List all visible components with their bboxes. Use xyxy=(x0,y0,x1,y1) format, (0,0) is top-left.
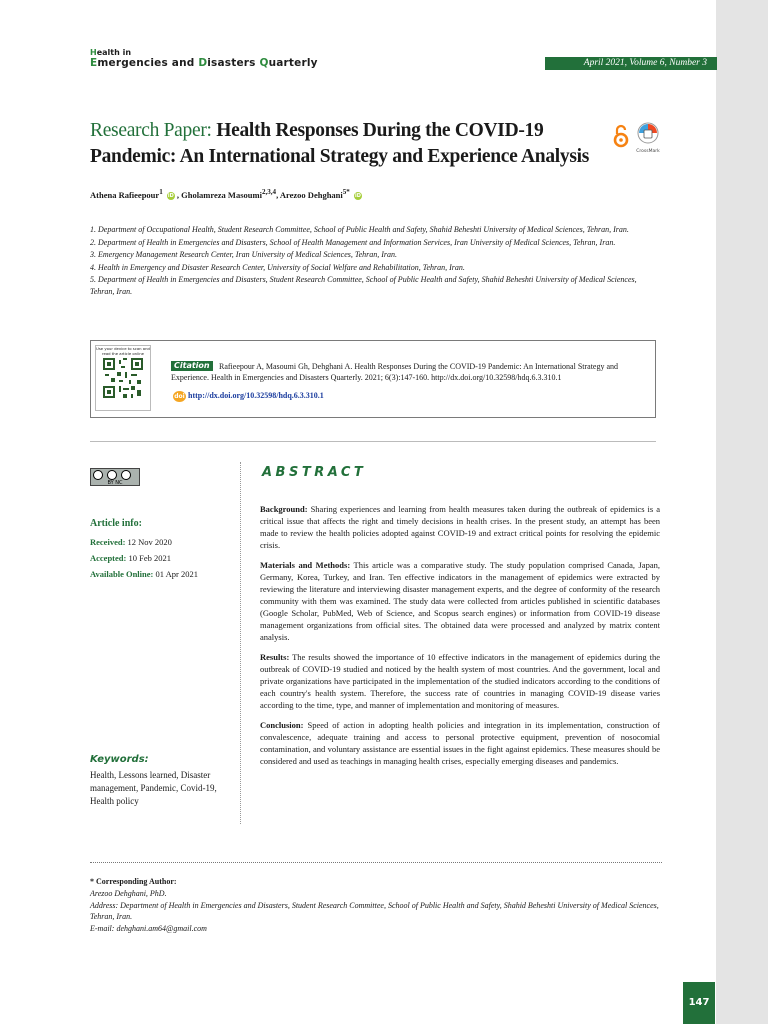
author-2: Gholamreza Masoumi xyxy=(181,189,262,200)
corresponding-email[interactable]: E-mail: dehghani.am64@gmail.com xyxy=(90,924,207,934)
online-label: Available Online: xyxy=(90,569,154,579)
received-date: 12 Nov 2020 xyxy=(127,537,172,547)
accepted-date: 10 Feb 2021 xyxy=(128,553,171,563)
results-text: The results showed the importance of 10 effective indicators in the management of epidemics during the outbreak of COVID-19 studied and noticed by the health system of most countries. And the government, local and private organizations have participated in the implementation of the studied indicators according to the conditions of each country's health system. Therefore, the success rate of countries in managing COVID-19 disease varies according to the time, type, and manner of implementation and monitoring of measures. xyxy=(260,652,660,710)
orcid-icon[interactable]: iD xyxy=(355,192,361,199)
author-1-sup: 1 xyxy=(159,188,163,196)
corresponding-name: Arezoo Dehghani, PhD. xyxy=(90,888,167,898)
author-3: Arezoo Dehghani xyxy=(279,189,343,200)
journal-word-quarterly: uarterly xyxy=(268,57,318,69)
received-row xyxy=(90,534,198,550)
abstract-heading: ABSTRACT xyxy=(262,465,367,480)
qr-code-icon xyxy=(103,358,143,398)
results-label: Results: xyxy=(260,652,290,662)
author-3-sup: 5* xyxy=(342,188,350,196)
cc-license-badge[interactable] xyxy=(90,468,140,486)
journal-initial-e: E xyxy=(90,57,98,69)
abstract-results xyxy=(260,651,660,711)
author-1: Athena Rafieepour xyxy=(90,189,160,200)
footnote-divider xyxy=(90,862,662,863)
issue-banner: April 2021, Volume 6, Number 3 xyxy=(545,57,717,70)
crossmark-icon xyxy=(637,122,659,144)
citation-text: Rafieepour A, Masoumi Gh, Dehghani A. Health Responses During the COVID-19 Pandemic: An International Strategy and Experience. Health in Emergencies and Disasters Quarterly. 2021; 6(3):147-160. http://dx.doi.org/10.32598/hdq.6.3.310.1 xyxy=(171,362,619,382)
citation-label: Citation xyxy=(171,361,213,371)
affiliations xyxy=(90,224,656,298)
affiliation-2: 2. Department of Health in Emergencies and Disasters, School of Health Management and Information Services, Iran University of Medical Sciences, Tehran, Iran. xyxy=(90,237,616,247)
methods-text: This article was a comparative study. The study population comprised Canada, Japan, Germany, Korea, Turkey, and Iran. Ten effective indicators in the management of epidemics were extracted by reviewing the literature and interviewing disaster management experts, and the degree of conformity of the research community with them was examined. The study data were collected from articles published in scientific databases (Google Scholar, PubMed, Web of Science, and Scopus search engines) or information from COVID-19 disease management organizations from official sites. The obtained data were processed and analyzed by matrix content analysis. xyxy=(260,560,660,642)
orcid-icon[interactable]: iD xyxy=(167,192,174,199)
journal-logo xyxy=(90,48,318,69)
journal-initial-q: Q xyxy=(259,57,269,69)
corresponding-heading: * Corresponding Author: xyxy=(90,877,177,886)
citation-box xyxy=(90,340,656,418)
abstract-body xyxy=(260,503,660,775)
doi-icon: doi xyxy=(174,393,185,400)
received-label: Received: xyxy=(90,537,126,547)
open-access-icon xyxy=(612,124,630,148)
keywords xyxy=(90,754,230,808)
affiliation-5: 5. Department of Health in Emergencies and Disasters, Student Research Committee, School of Public Health and Safety, Shahid Beheshti University of Medical Sciences, Tehran, Iran. xyxy=(90,275,637,296)
online-date: 01 Apr 2021 xyxy=(155,569,198,579)
qr-code[interactable] xyxy=(95,345,151,411)
corresponding-address: Address: Department of Health in Emergencies and Disasters, Student Research Committee, School of Public Health and Safety, Shahid Beheshti University of Medical Sciences, Tehran, Iran. xyxy=(90,900,659,922)
author-2-sup: 2,3,4 xyxy=(261,188,277,196)
abstract-conclusion xyxy=(260,719,660,767)
conclusion-label: Conclusion: xyxy=(260,720,304,730)
abstract-background xyxy=(260,503,660,551)
background-label: Background: xyxy=(260,504,308,514)
journal-line1: ealth in xyxy=(96,48,132,57)
affiliation-4: 4. Health in Emergency and Disaster Research Center, University of Social Welfare and Rehabilitation, Tehran, Iran. xyxy=(90,262,465,272)
journal-word-disasters: isasters xyxy=(207,57,260,69)
keywords-heading: Keywords: xyxy=(90,754,149,765)
column-divider xyxy=(240,462,241,824)
article-info xyxy=(90,516,198,582)
cc-icon xyxy=(91,469,139,480)
online-row xyxy=(90,566,198,582)
paper-title-text: Health Responses During the COVID-19 Pandemic: An International Strategy and Experience Analysis xyxy=(90,120,590,167)
background-text: Sharing experiences and learning from health measures taken during the outbreak of epidemics is a critical issue that affects the right and timely decisions in health crises. In the present study, an attempt has been made to review the health policies adopted against COVID-19 and extract critical points for resolving the epidemic crisis. xyxy=(260,504,660,550)
affiliation-3: 3. Emergency Management Research Center, Iran University of Medical Sciences, Tehran, Iran. xyxy=(90,250,398,259)
keywords-text: Health, Lessons learned, Disaster management, Pandemic, Covid-19, Health policy xyxy=(90,770,217,806)
doi-row[interactable] xyxy=(173,391,324,402)
abstract-methods xyxy=(260,559,660,643)
accepted-label: Accepted: xyxy=(90,553,127,563)
paper-title xyxy=(90,118,630,170)
crossmark-label: CrossMark xyxy=(636,149,660,154)
accepted-row xyxy=(90,550,198,566)
corresponding-author xyxy=(90,876,660,935)
conclusion-text: Speed of action in adopting health policies and integration in its implementation, construction of convalescence, adequate training and access to personal protective equipment, prevention of nosocomial contamination, and voluntary assistance are essential issues in the fight against epidemics. These measures should be considered and used as teachings in managing health crises, especially emerging diseases and pandemics. xyxy=(260,720,660,766)
crossmark-badge[interactable] xyxy=(636,122,660,152)
methods-label: Materials and Methods: xyxy=(260,560,351,570)
page-number: 147 xyxy=(683,982,715,1024)
cc-label: BY NC xyxy=(107,480,123,486)
doi-link[interactable]: http://dx.doi.org/10.32598/hdq.6.3.310.1 xyxy=(188,391,324,400)
journal-initial-d: D xyxy=(198,57,208,69)
authors-line: Athena Rafieepour$^1$ iD , Gholamreza Masoumi$^{2,3,4}$, Arezoo Dehghani$^{5*}$ iD xyxy=(90,188,361,200)
article-info-heading: Article info: xyxy=(90,518,142,529)
journal-word-emergencies: mergencies and xyxy=(97,57,199,69)
section-divider xyxy=(90,441,656,442)
affiliation-1: 1. Department of Occupational Health, Student Research Committee, School of Public Health and Safety, Shahid Beheshti University of Medical Sciences, Tehran, Iran. xyxy=(90,225,629,234)
qr-caption: Use your device to scan and read the article online xyxy=(96,346,150,356)
paper-type-label: Research Paper: xyxy=(90,120,212,141)
page-edge-bar xyxy=(716,0,768,1024)
journal-initial-h: H xyxy=(90,48,97,57)
